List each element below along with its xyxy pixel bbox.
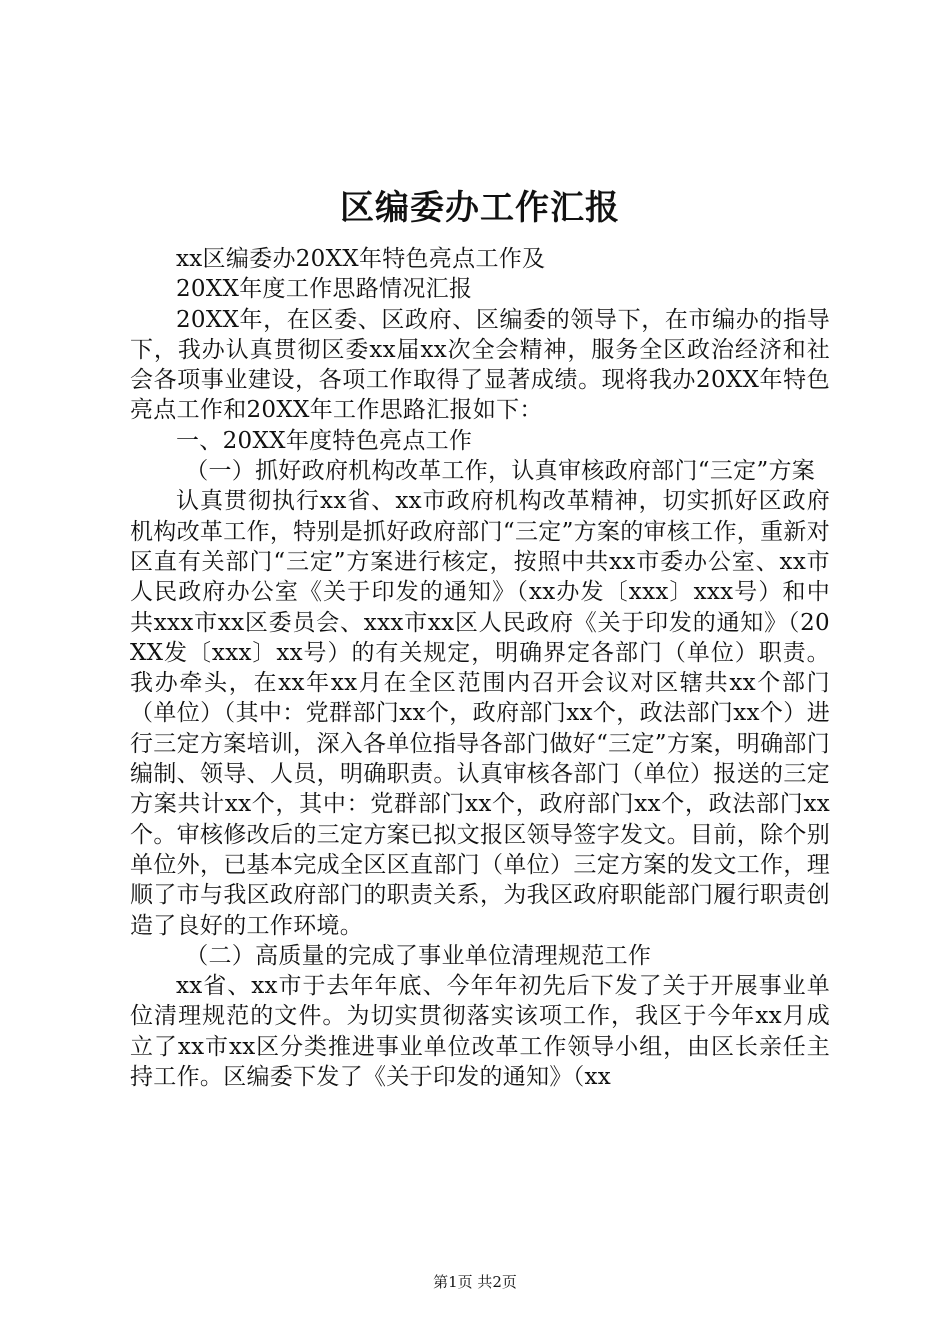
document-title: 区编委办工作汇报	[340, 188, 620, 228]
intro-paragraph: 20XX年，在区委、区政府、区编委的领导下，在市编办的指导下，我办认真贯彻区委xx届xx次全会精神，服务全区政治经济和社会各项事业建设，各项工作取得了显著成绩。现将我办20XX年特色亮点工作和20XX年工作思路汇报如下：	[130, 306, 830, 424]
document-body	[130, 186, 830, 1092]
subsection-heading-2: （二）高质量的完成了事业单位清理规范工作	[185, 942, 652, 969]
page-footer: 第1页 共2页	[433, 1273, 517, 1291]
body-paragraph-2: xx省、xx市于去年年底、今年年初先后下发了关于开展事业单位清理规范的文件。为切实贯彻落实该项工作，我区于今年xx月成立了xx市xx区分类推进事业单位改革工作领导小组，由区长亲任主持工作。区编委下发了《关于印发的通知》（xx	[130, 973, 830, 1091]
section-heading-1: 一、20XX年度特色亮点工作	[176, 427, 473, 454]
subsection-heading-1: （一）抓好政府机构改革工作，认真审核政府部门“三定”方案	[185, 458, 816, 485]
body-paragraph-1: 认真贯彻执行xx省、xx市政府机构改革精神，切实抓好区政府机构改革工作，特别是抓好政府部门“三定”方案的审核工作，重新对区直有关部门“三定”方案进行核定，按照中共xx市委办公室、xx市人民政府办公室《关于印发的通知》（xx办发〔xxx〕xxx号）和中共xxx市xx区委员会、xxx市xx区人民政府《关于印发的通知》（20XX发〔xxx〕xx号）的有关规定，明确界定各部门（单位）职责。我办牵头，在xx年xx月在全区范围内召开会议对区辖共xx个部门（单位）（其中：党群部门xx个，政府部门xx个，政法部门xx个）进行三定方案培训，深入各单位指导各部门做好“三定”方案，明确部门编制、领导、人员，明确职责。认真审核各部门（单位）报送的三定方案共计xx个，其中：党群部门xx个，政府部门xx个，政法部门xx个。审核修改后的三定方案已拟文报区领导签字发文。目前，除个别单位外，已基本完成全区区直部门（单位）三定方案的发文工作，理顺了市与我区政府部门的职责关系，为我区政府职能部门履行职责创造了良好的工作环境。	[130, 488, 830, 939]
subtitle-line-1: xx区编委办20XX年特色亮点工作及	[176, 246, 546, 272]
subtitle-line-2: 20XX年度工作思路情况汇报	[176, 276, 473, 303]
